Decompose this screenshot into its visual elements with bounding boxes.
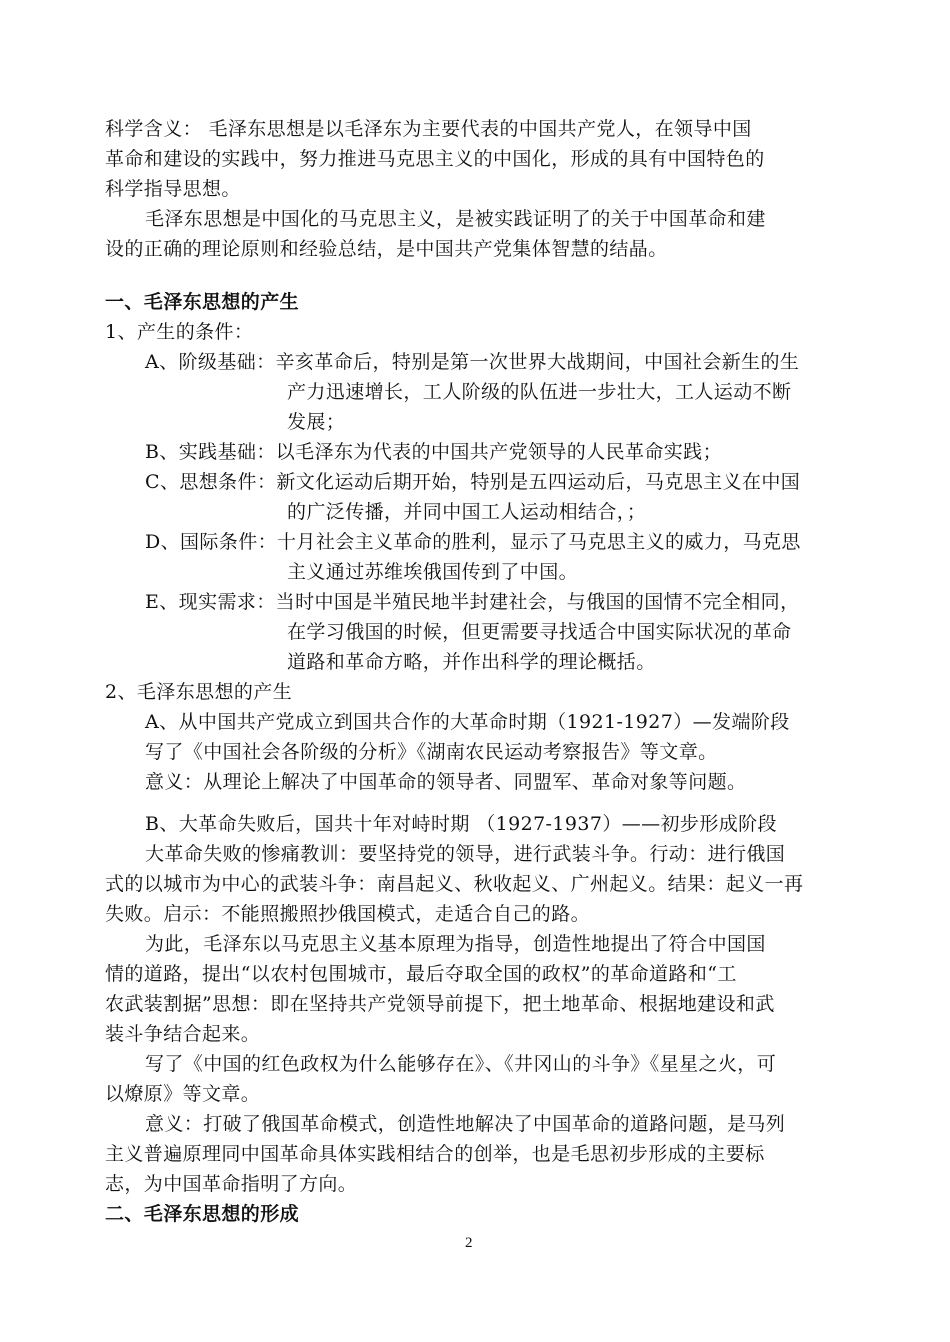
summary-line: 设的正确的理论原则和经验总结，是中国共产党集体智慧的结晶。 [105, 238, 668, 260]
stage-line: 大革命失败的惨痛教训：要坚持党的领导，进行武装斗争。行动：进行俄国 [145, 843, 786, 865]
stage-line: 志，为中国革命指明了方向。 [105, 1173, 358, 1195]
stage-line: B、大革命失败后，国共十年对峙时期 （1927-1937）——初步形成阶段 [145, 813, 777, 835]
condition-line: 在学习俄国的时候，但更需要寻找适合中国实际状况的革命 [287, 621, 792, 643]
stage-line: 农武装割据”思想：即在坚持共产党领导前提下，把土地革命、根据地建设和武 [105, 993, 775, 1015]
stage-line: 为此，毛泽东以马克思主义基本原理为指导，创造性地提出了符合中国国 [145, 933, 766, 955]
subsection-title: 1、产生的条件： [105, 321, 254, 343]
stage-line: 意义：从理论上解决了中国革命的领导者、同盟军、革命对象等问题。 [145, 771, 747, 793]
stage-line: 失败。启示：不能照搬照抄俄国模式，走适合自己的路。 [105, 903, 591, 925]
condition-line: 的广泛传播，并同中国工人运动相结合，； [287, 501, 647, 523]
condition-line: 道路和革命方略，并作出科学的理论概括。 [287, 651, 656, 673]
stage-line: A、从中国共产党成立到国共合作的大革命时期（1921-1927）—发端阶段 [145, 711, 790, 733]
condition-line: E、现实需求：当时中国是半殖民地半封建社会，与俄国的国情不完全相同， [145, 591, 800, 613]
stage-line: 式的以城市为中心的武装斗争：南昌起义、秋收起义、广州起义。结果：起义一再 [105, 873, 804, 895]
section-heading: 二、毛泽东思想的形成 [105, 1203, 300, 1225]
condition-line: A、阶级基础：辛亥革命后，特别是第一次世界大战期间，中国社会新生的生 [145, 351, 800, 373]
condition-line: 主义通过苏维埃俄国传到了中国。 [287, 561, 579, 583]
subsection-title: 2、毛泽东思想的产生 [105, 681, 293, 703]
stage-line: 写了《中国的红色政权为什么能够存在》、《井冈山的斗争》《星星之火，可 [145, 1053, 777, 1075]
stage-line: 装斗争结合起来。 [105, 1023, 261, 1045]
stage-line: 写了《中国社会各阶级的分析》《湖南农民运动考察报告》等文章。 [145, 741, 718, 763]
condition-line: 发展； [287, 411, 346, 433]
stage-line: 意义：打破了俄国革命模式，创造性地解决了中国革命的道路问题，是马列 [145, 1113, 786, 1135]
definition-line: 革命和建设的实践中，努力推进马克思主义的中国化，形成的具有中国特色的 [105, 148, 765, 170]
condition-line: C、思想条件：新文化运动后期开始，特别是五四运动后，马克思主义在中国 [145, 471, 801, 493]
section-heading: 一、毛泽东思想的产生 [105, 291, 300, 313]
stage-line: 情的道路，提出“以农村包围城市，最后夺取全国的政权”的革命道路和“工 [105, 963, 737, 985]
summary-line: 毛泽东思想是中国化的马克思主义，是被实践证明了的关于中国革命和建 [145, 208, 766, 230]
definition-line: 科学指导思想。 [105, 178, 241, 200]
condition-line: 产力迅速增长，工人阶级的队伍进一步壮大，工人运动不断 [287, 381, 792, 403]
condition-line: B、实践基础：以毛泽东为代表的中国共产党领导的人民革命实践； [145, 441, 722, 463]
condition-line: D、国际条件：十月社会主义革命的胜利，显示了马克思主义的威力，马克思 [145, 531, 801, 553]
stage-line: 主义普遍原理同中国革命具体实践相结合的创举，也是毛思初步形成的主要标 [105, 1143, 765, 1165]
page-number: 2 [465, 1235, 473, 1251]
stage-line: 以燎原》等文章。 [105, 1083, 261, 1105]
definition-line: 科学含义： 毛泽东思想是以毛泽东为主要代表的中国共产党人，在领导中国 [105, 118, 752, 140]
